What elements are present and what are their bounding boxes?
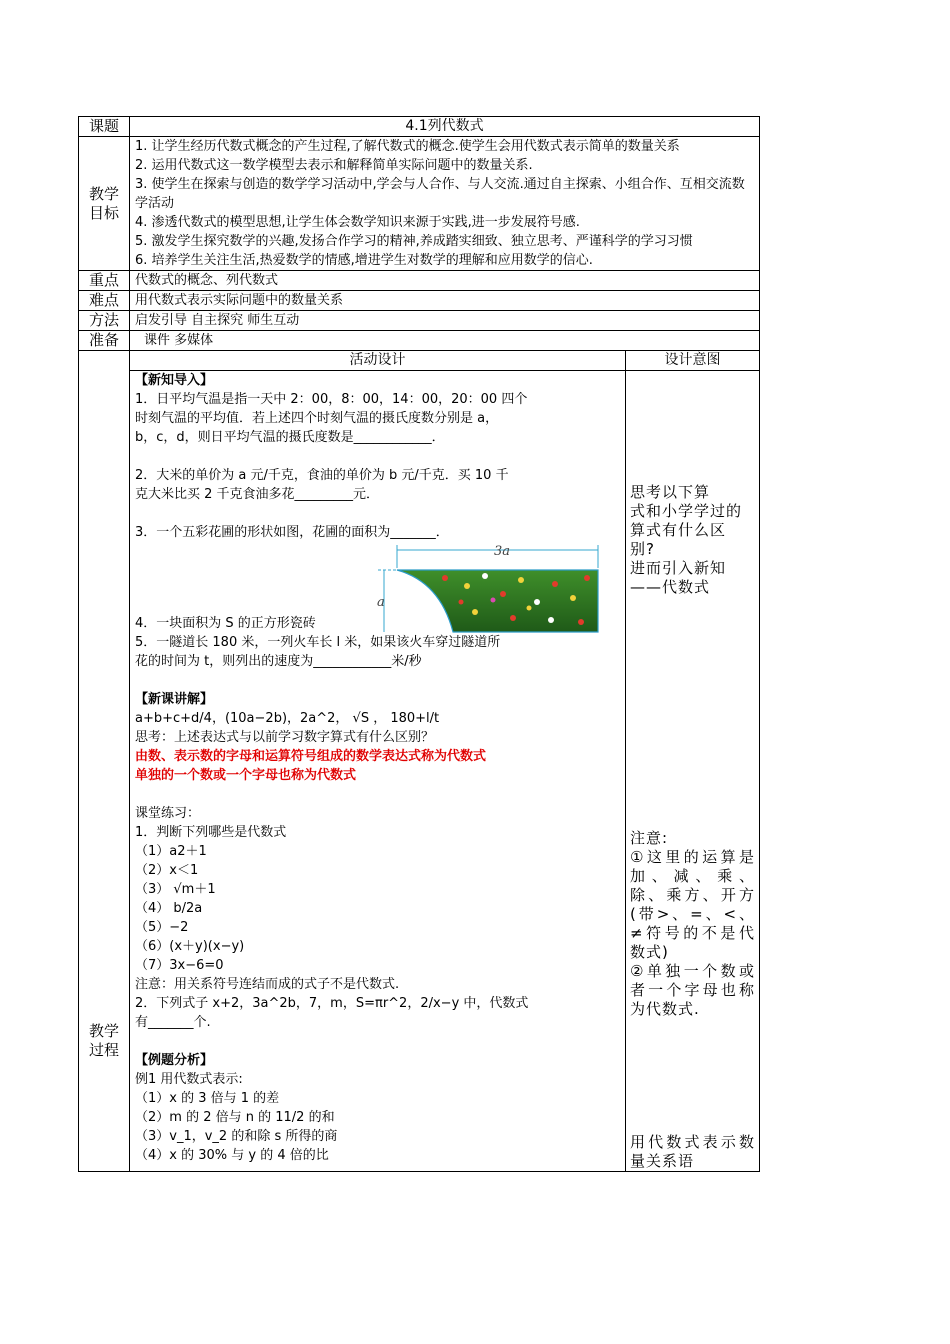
topic-value: 4.1列代数式 — [130, 117, 760, 137]
example-item: （1）x 的 3 倍与 1 的差 — [135, 1091, 280, 1106]
process-label-line1: 教学 — [88, 1022, 119, 1040]
practice-item: （4） b/2a — [135, 901, 203, 916]
intent-line: 进而引入新知 — [630, 559, 727, 577]
intro-q5-line2: 花的时间为 t，则列出的速度为____________米/秒 — [135, 654, 422, 669]
difficulty-value: 用代数式表示实际问题中的数量关系 — [130, 291, 760, 311]
column-header-row — [79, 351, 760, 371]
objectives-row — [79, 137, 760, 271]
intent-line: ——代数式 — [630, 578, 711, 596]
intro-q2-line2: 克大米比买 2 千克食油多花_________元． — [135, 487, 380, 502]
intent-line: ①这里的运算是加、减、乘、除、乘方、开方(带>、=、<、≠符号的不是代数式) — [630, 848, 756, 961]
topic-row — [79, 117, 760, 137]
topic-label: 课题 — [79, 117, 130, 137]
example-item: （2）m 的 2 倍与 n 的 11/2 的和 — [135, 1110, 335, 1125]
preparation-row — [79, 331, 760, 351]
objectives-label-line2: 目标 — [88, 203, 119, 222]
key-point-value: 代数式的概念、列代数式 — [130, 271, 760, 291]
method-row — [79, 311, 760, 331]
example-item: （3）v_1，v_2 的和除 s 所得的商 — [135, 1129, 338, 1144]
intent-block-2 — [630, 829, 755, 1019]
flower-bed-svg — [375, 542, 605, 634]
lesson-plan-table — [78, 116, 760, 1172]
activity-column-header: 活动设计 — [130, 351, 626, 371]
lecture-heading: 【新课讲解】 — [135, 692, 214, 707]
intent-block-1 — [630, 483, 755, 597]
key-point-row — [79, 271, 760, 291]
practice-q2-line1: 2．下列式子 x+2，3a^2b，7，m，S=πr^2，2/x−y 中，代数式 — [135, 996, 529, 1011]
objective-item: 4. 渗透代数式的模型思想,让学生体会数学知识来源于实践,进一步发展符号感. — [135, 215, 580, 230]
intro-q3: 3．一个五彩花圃的形状如图，花圃的面积为_______． — [135, 525, 449, 540]
difficulty-row — [79, 291, 760, 311]
definition-1: 由数、表示数的字母和运算符号组成的数学表达式称为代数式 — [135, 749, 487, 764]
definition-2: 单独的一个数或一个字母也称为代数式 — [135, 768, 357, 783]
intent-line: 思考以下算 — [630, 483, 711, 501]
intent-line: 别? — [630, 540, 655, 558]
width-label: 3a — [493, 544, 511, 559]
method-label: 方法 — [79, 311, 130, 331]
practice-note: 注意：用关系符号连结而成的式子不是代数式. — [135, 977, 400, 992]
practice-heading: 课堂练习： — [135, 806, 201, 821]
intro-heading: 【新知导入】 — [135, 373, 214, 388]
lecture-think: 思考：上述表达式与以前学习数字算式有什么区别？ — [135, 730, 435, 745]
practice-item: （3） √m＋1 — [135, 882, 216, 897]
activity-content — [130, 371, 626, 1172]
example-title: 例1 用代数式表示: — [135, 1072, 243, 1087]
method-value: 启发引导 自主探究 师生互动 — [130, 311, 760, 331]
height-label: a — [377, 595, 385, 610]
process-label — [79, 351, 130, 1172]
intro-q4: 4．一块面积为 S 的正方形瓷砖 — [135, 616, 316, 631]
intro-q2-line1: 2．大米的单价为 a 元/千克，食油的单价为 b 元/千克．买 10 千 — [135, 468, 509, 483]
objective-item: 2. 运用代数式这一数学模型去表示和解释简单实际问题中的数量关系. — [135, 158, 533, 173]
intent-line: 注意: — [630, 829, 669, 847]
practice-item: （5）−2 — [135, 920, 189, 935]
flower-bed-shape — [397, 570, 598, 632]
objectives-label — [79, 137, 130, 271]
process-row — [79, 371, 760, 1172]
practice-item: （6）(x＋y)(x−y) — [135, 939, 245, 954]
intro-q1-line2: 时刻气温的平均值．若上述四个时刻气温的摄氏度数分别是 a， — [135, 411, 499, 426]
objective-item: 1. 让学生经历代数式概念的产生过程,了解代数式的概念.使学生会用代数式表示简单的数量关系 — [135, 139, 680, 154]
process-label-line2: 过程 — [88, 1041, 119, 1059]
intent-line: ②单独一个数或者一个字母也称为代数式. — [630, 962, 756, 1018]
objective-item: 3. 使学生在探索与创造的数学学习活动中,学会与人合作、与人交流.通过自主探索、小组合作、互相交流数学活动 — [135, 177, 745, 211]
intent-block-3: 用代数式表示数量关系语 — [630, 1133, 756, 1170]
practice-item: （2）x＜1 — [135, 863, 199, 878]
intent-content — [626, 371, 760, 1172]
intro-q1-line3: b，c，d，则日平均气温的摄氏度数是____________． — [135, 430, 445, 445]
intro-q1-line1: 1．日平均气温是指一天中 2：00，8：00，14：00，20：00 四个 — [135, 392, 528, 407]
objective-item: 6. 培养学生关注生活,热爱数学的情感,增进学生对数学的理解和应用数学的信心. — [135, 253, 593, 268]
practice-q2-line2: 有_______个. — [135, 1015, 211, 1030]
lecture-expressions: a+b+c+d/4，(10a−2b)，2a^2， √S ， 180+l/t — [135, 711, 440, 726]
intent-line: 算式有什么区 — [630, 521, 727, 539]
practice-item: （1）a2＋1 — [135, 844, 207, 859]
example-heading: 【例题分析】 — [135, 1053, 214, 1068]
flower-bed-figure — [135, 542, 620, 634]
example-item: （4）x 的 30% 与 y 的 4 倍的比 — [135, 1148, 329, 1163]
intro-q5-line1: 5．一隧道长 180 米，一列火车长 l 米，如果该火车穿过隧道所 — [135, 635, 501, 650]
objectives-list — [130, 137, 760, 271]
practice-item: （7）3x−6=0 — [135, 958, 224, 973]
key-point-label: 重点 — [79, 271, 130, 291]
difficulty-label: 难点 — [79, 291, 130, 311]
objectives-label-line1: 教学 — [88, 184, 119, 203]
objective-item: 5. 激发学生探究数学的兴趣,发扬合作学习的精神,养成踏实细致、独立思考、严谨科学的学习习惯 — [135, 234, 693, 249]
preparation-label: 准备 — [79, 331, 130, 351]
practice-q1: 1．判断下列哪些是代数式 — [135, 825, 287, 840]
preparation-value: 课件 多媒体 — [130, 331, 760, 351]
intent-column-header: 设计意图 — [626, 351, 760, 371]
intent-line: 式和小学学过的 — [630, 502, 743, 520]
